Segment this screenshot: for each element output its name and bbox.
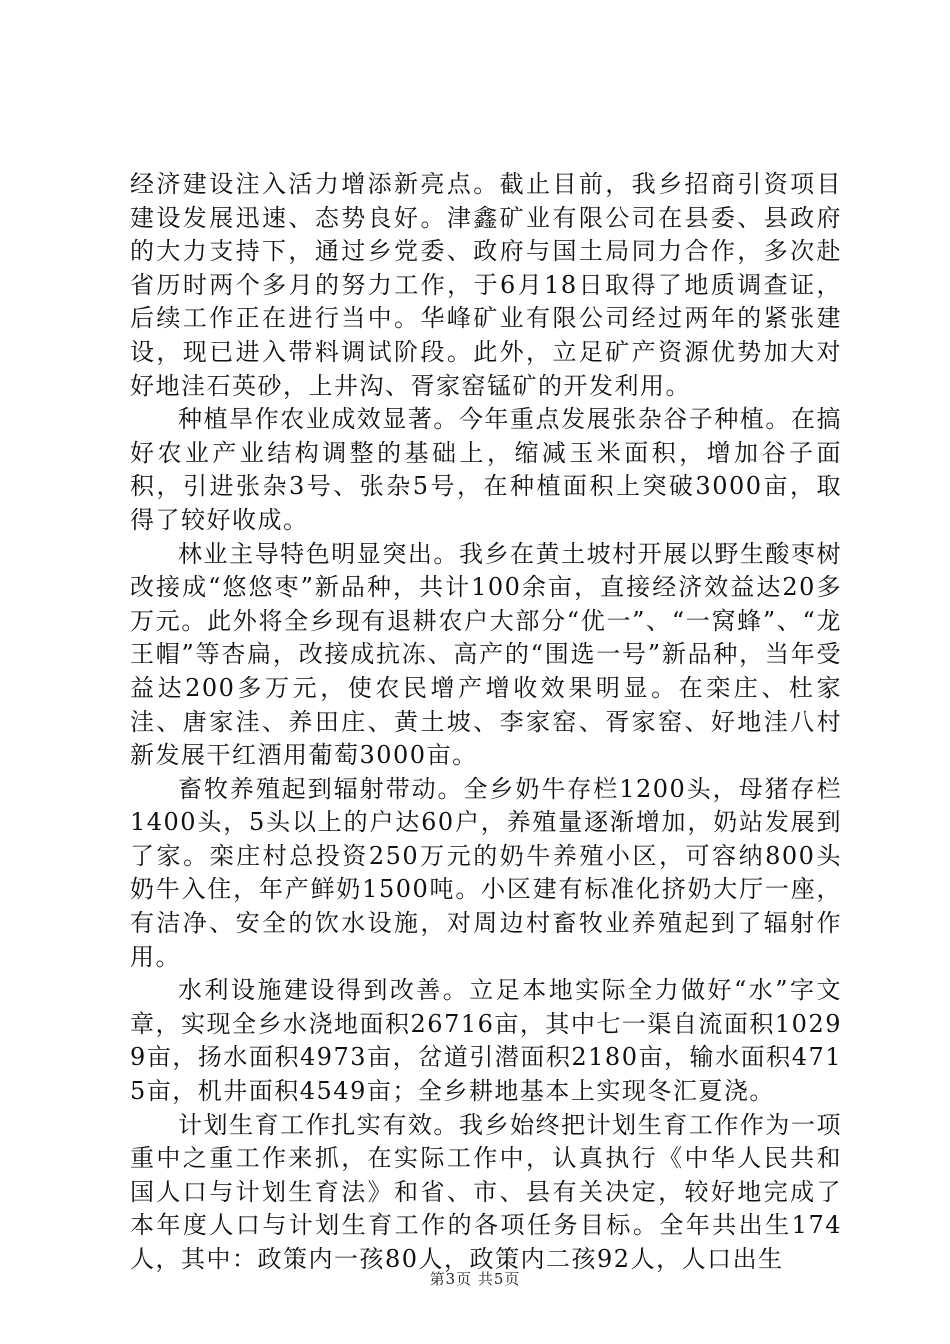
document-body <box>130 168 842 1277</box>
page-number-footer: 第3页 共5页 <box>429 1270 521 1288</box>
paragraph-water-conservancy: 水利设施建设得到改善。立足本地实际全力做好“水”字文章，实现全乡水浇地面积26716亩，其中七一渠自流面积10299亩，扬水面积4973亩，岔道引潜面积2180亩，输水面积4715亩，机井面积4549亩；全乡耕地基本上实现冬汇夏浇。 <box>130 976 842 1106</box>
paragraph-forestry: 林业主导特色明显突出。我乡在黄土坡村开展以野生酸枣树改接成“悠悠枣”新品种，共计100余亩，直接经济效益达20多万元。此外将全乡现有退耕农户大部分“优一”、“一窝蜂”、“龙王帽”等杏扁，改接成抗冻、高产的“围选一号”新品种，当年受益达200多万元，使农民增产增收效果明显。在栾庄、杜家洼、唐家洼、养田庄、黄土坡、李家窑、胥家窑、好地洼八村新发展干红酒用葡萄3000亩。 <box>130 539 842 770</box>
paragraph-economic-construction: 经济建设注入活力增添新亮点。截止目前，我乡招商引资项目建设发展迅速、态势良好。津鑫矿业有限公司在县委、县政府的大力支持下，通过乡党委、政府与国土局同力合作，多次赴省历时两个多月的努力工作，于6月18日取得了地质调查证，后续工作正在进行当中。华峰矿业有限公司经过两年的紧张建设，现已进入带料调试阶段。此外，立足矿产资源优势加大对好地洼石英砂，上井沟、胥家窑锰矿的开发利用。 <box>130 170 842 400</box>
paragraph-family-planning: 计划生育工作扎实有效。我乡始终把计划生育工作作为一项重中之重工作来抓，在实际工作中，认真执行《中华人民共和国人口与计划生育法》和省、市、县有关决定，较好地完成了本年度人口与计划生育工作的各项任务目标。全年共出生174人，其中：政策内一孩80人，政策内二孩92人，人口出生 <box>130 1110 842 1273</box>
paragraph-dry-farming: 种植旱作农业成效显著。今年重点发展张杂谷子种植。在搞好农业产业结构调整的基础上，缩减玉米面积，增加谷子面积，引进张杂3号、张杂5号，在种植面积上突破3000亩，取得了较好收成。 <box>130 405 842 534</box>
paragraph-livestock: 畜牧养殖起到辐射带动。全乡奶牛存栏1200头，母猪存栏1400头，5头以上的户达60户，养殖量逐渐增加，奶站发展到了家。栾庄村总投资250万元的奶牛养殖小区，可容纳800头奶牛入住，年产鲜奶1500吨。小区建有标准化挤奶大厅一座，有洁净、安全的饮水设施，对周边村畜牧业养殖起到了辐射作用。 <box>130 774 842 971</box>
